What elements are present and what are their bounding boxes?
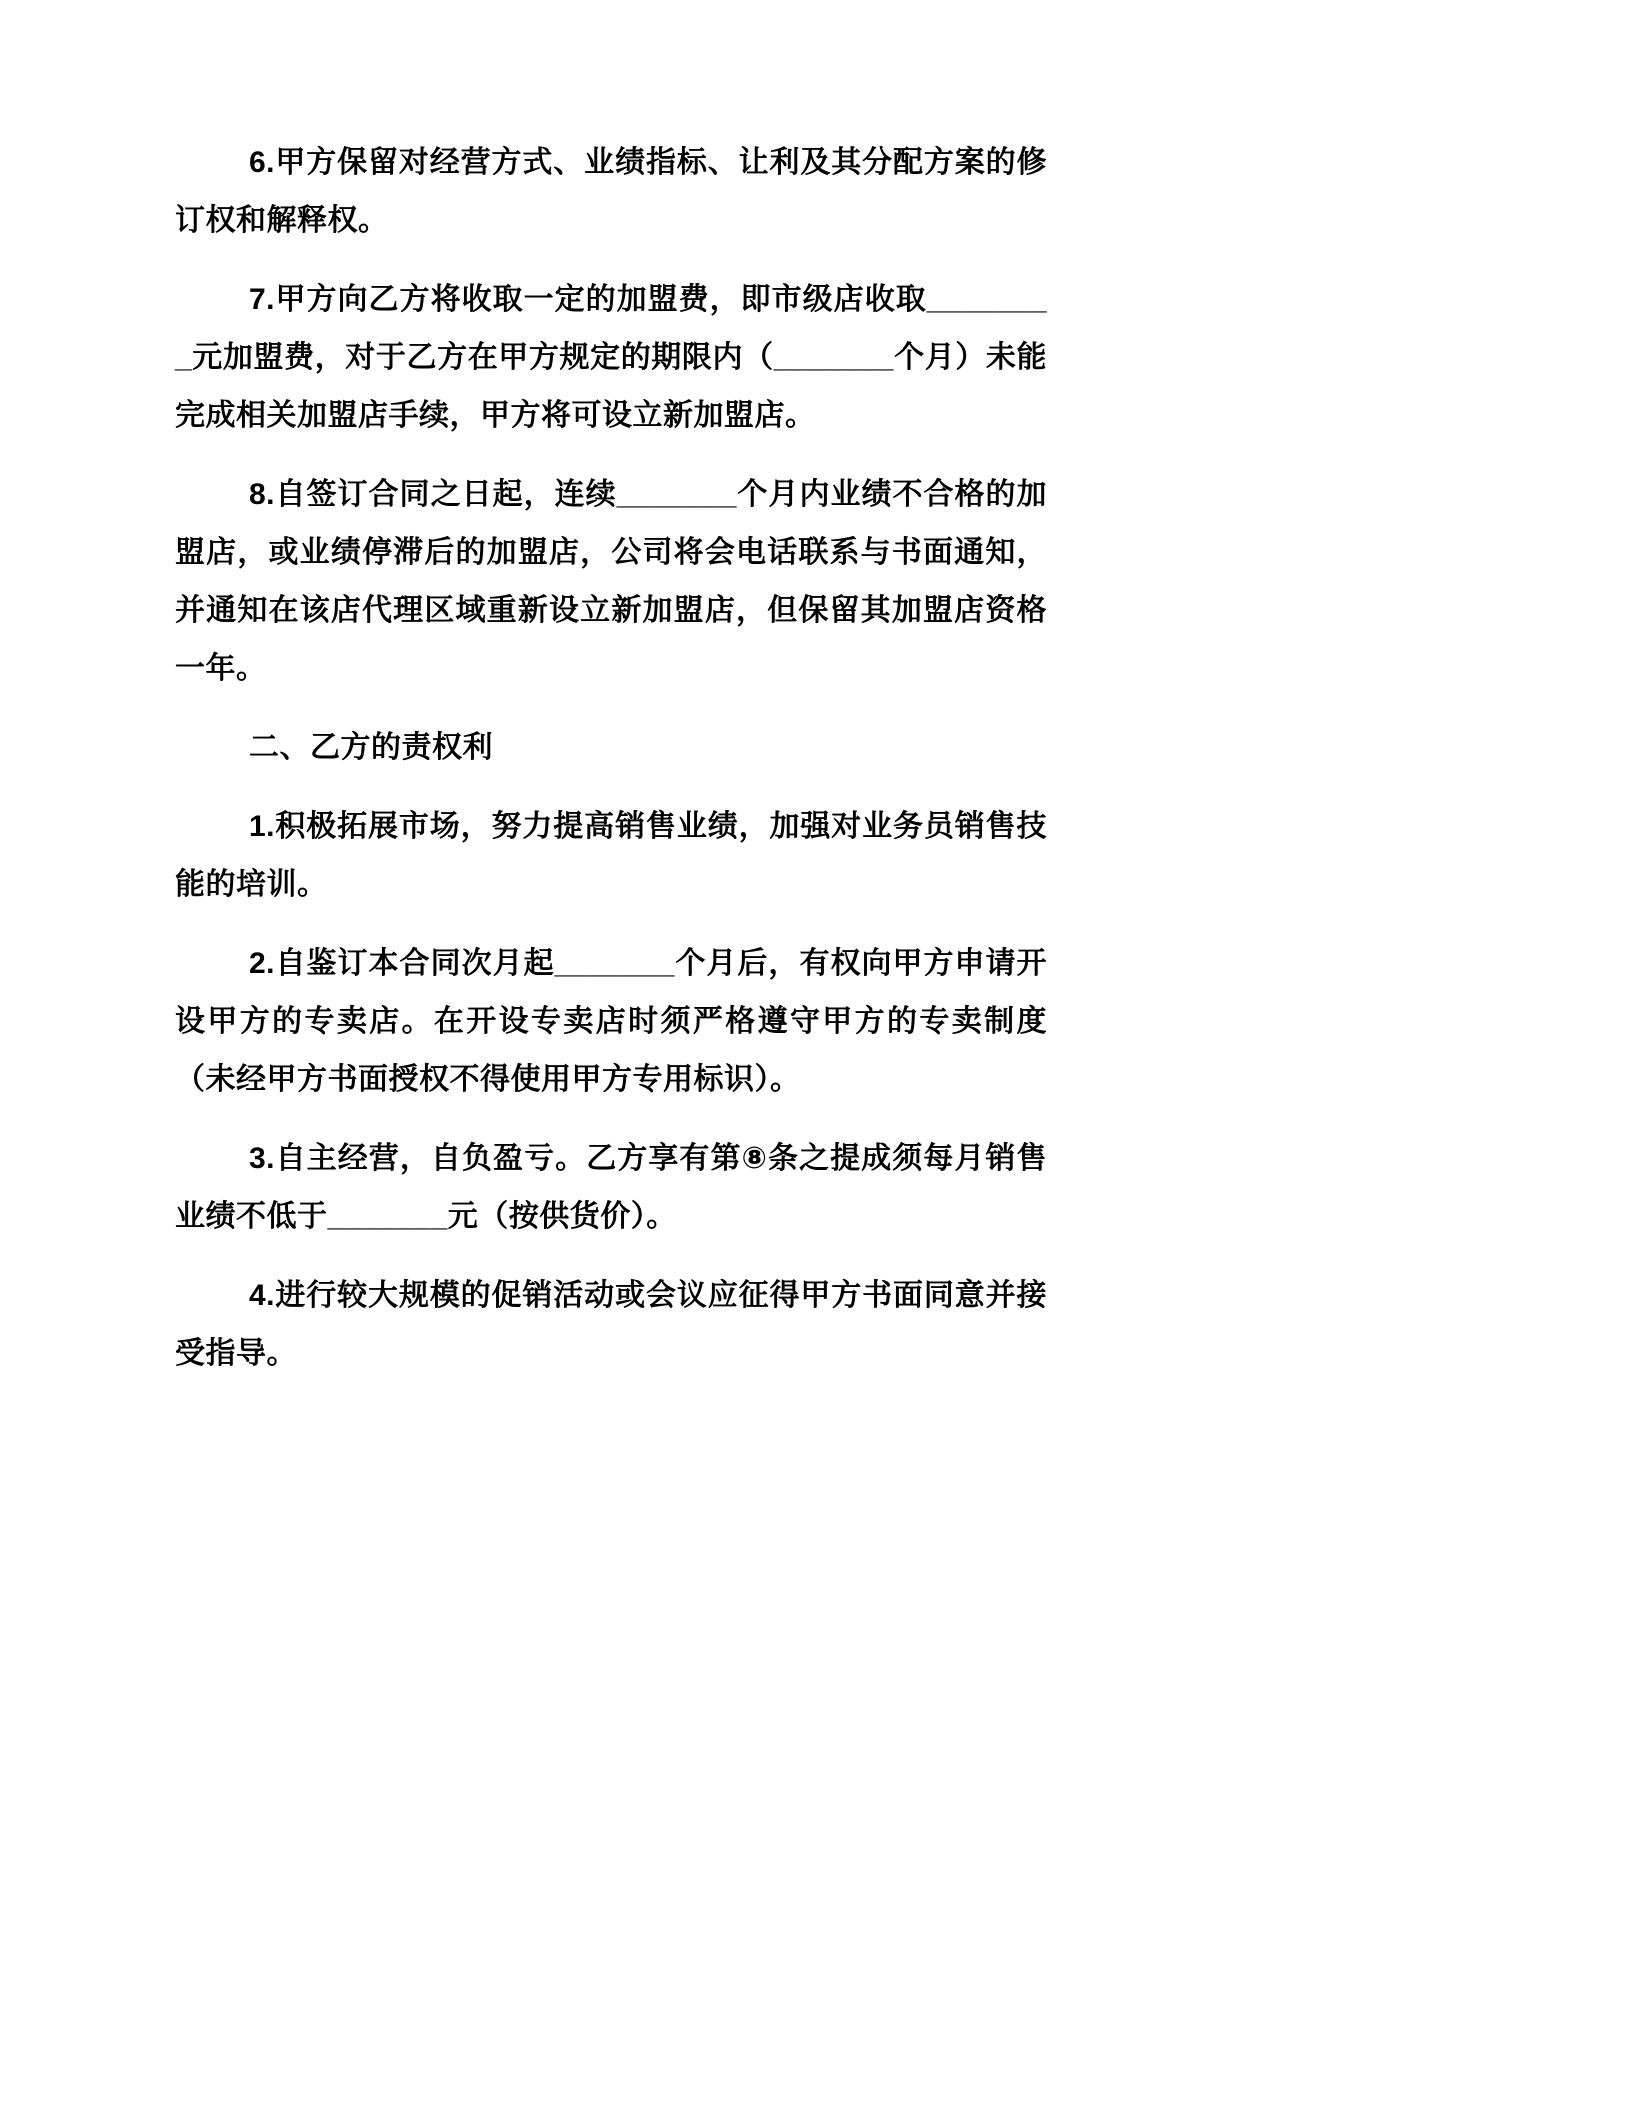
clause-party-b-1: 1.积极拓展市场，努力提高销售业绩，加强对业务员销售技能的培训。 bbox=[175, 810, 1047, 901]
clause-party-b-3: 3.自主经营，自负盈亏。乙方享有第⑧条之提成须每月销售业绩不低于_______元（按供货价）。 bbox=[175, 1142, 1047, 1233]
clause-party-a-7: 7.甲方向乙方将收取一定的加盟费，即市级店收取________元加盟费，对于乙方在甲方规定的期限内（_______个月）未能完成相关加盟店手续，甲方将可设立新加盟店。 bbox=[175, 283, 1047, 432]
clause-party-b-2: 2.自鉴订本合同次月起_______个月后，有权向甲方申请开设甲方的专卖店。在开设专卖店时须严格遵守甲方的专卖制度（未经甲方书面授权不得使用甲方专用标识）。 bbox=[175, 947, 1047, 1096]
clause-party-a-6: 6.甲方保留对经营方式、业绩指标、让利及其分配方案的修订权和解释权。 bbox=[175, 146, 1047, 237]
clause-party-b-4: 4.进行较大规模的促销活动或会议应征得甲方书面同意并接受指导。 bbox=[175, 1279, 1047, 1370]
clause-party-a-8: 8.自签订合同之日起，连续_______个月内业绩不合格的加盟店，或业绩停滞后的加盟店，公司将会电话联系与书面通知，并通知在该店代理区域重新设立新加盟店，但保留其加盟店资格一年。 bbox=[175, 478, 1047, 685]
section-heading-party-b-rights: 二、乙方的责权利 bbox=[249, 731, 493, 764]
